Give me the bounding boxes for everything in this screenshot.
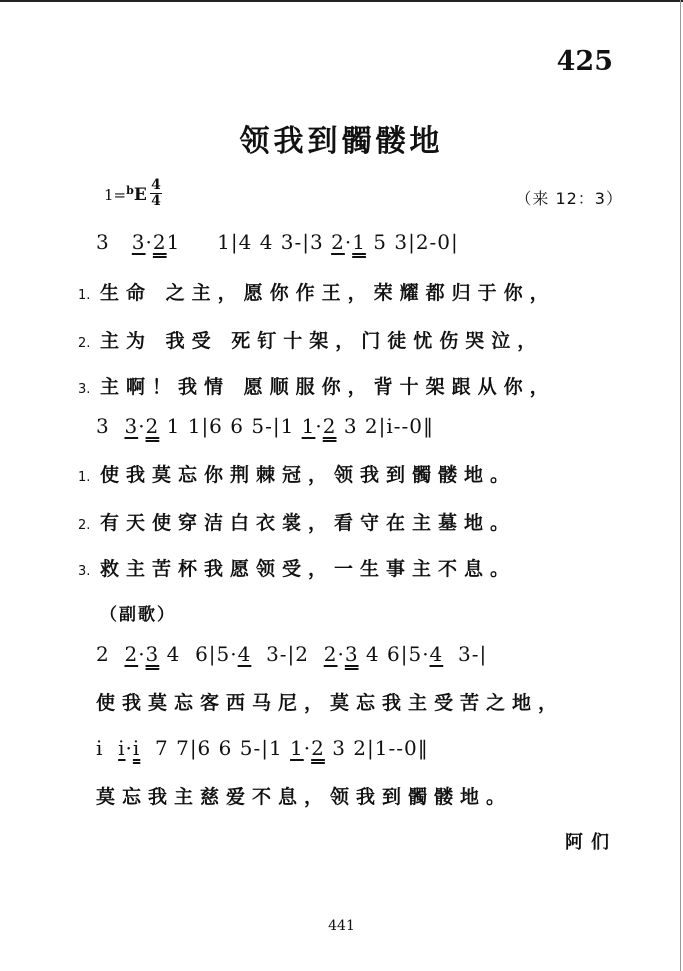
- notation-segment: 7 7|6 6 5-|1: [140, 736, 291, 760]
- verse1-line-2: [78, 326, 543, 353]
- lyric-text: 有天使穿洁白衣裳，看守在主墓地。: [100, 512, 517, 534]
- notation-segment: ·: [315, 414, 323, 438]
- notation-segment: ·: [145, 230, 153, 254]
- notation-segment: 2: [145, 414, 160, 438]
- lyric-text: 救主苦杯我愿领受，一生事主不息。: [100, 558, 517, 580]
- notation-segment: 3: [145, 642, 160, 666]
- notation-segment: 3: [344, 642, 359, 666]
- notation-segment: 1: [352, 230, 366, 254]
- notation-segment: ·: [303, 736, 312, 760]
- notation-line-4: [96, 736, 429, 760]
- key-signature: [104, 184, 147, 205]
- verse2-line-1: [78, 460, 516, 487]
- lyric-text: 生命 之主，愿你作王，荣耀都归于你，: [100, 282, 556, 304]
- notation-segment: 2: [152, 230, 167, 254]
- key-accidental: b: [126, 184, 134, 197]
- notation-segment: 3 2|i--0‖: [336, 414, 435, 438]
- time-signature-bottom: 4: [151, 193, 161, 209]
- notation-line-1: [96, 230, 459, 254]
- notation-segment: 3: [96, 414, 125, 438]
- lyric-text: 主啊！我情 愿顺服你，背十架跟从你，: [100, 376, 556, 398]
- notation-segment: 2: [322, 414, 337, 438]
- notation-segment: 3: [96, 230, 132, 254]
- verse-number: 3.: [78, 382, 91, 397]
- notation-segment: 1: [301, 414, 316, 438]
- notation-segment: 1: [290, 736, 304, 760]
- notation-segment: 2: [331, 230, 345, 254]
- verse2-line-2: [78, 508, 516, 535]
- notation-segment: ·: [125, 736, 133, 760]
- verse-number: 2.: [78, 336, 91, 351]
- key-note: E: [133, 185, 147, 205]
- verse1-line-3: [78, 372, 556, 399]
- notation-segment: i: [118, 736, 126, 760]
- chorus-label: （副歌）: [100, 605, 176, 625]
- notation-segment: 4: [429, 642, 444, 666]
- notation-segment: i: [132, 736, 141, 760]
- notation-segment: ·: [138, 642, 146, 666]
- notation-segment: 4 6|5·: [159, 642, 238, 666]
- key-prefix: 1=: [104, 186, 127, 204]
- notation-segment: 3: [131, 230, 146, 254]
- notation-segment: i: [96, 736, 119, 760]
- notation-segment: 5 3|2-0|: [365, 230, 459, 254]
- scripture-reference: （来 12：3）: [515, 189, 623, 208]
- notation-segment: 4: [237, 642, 252, 666]
- verse1-line-1: [78, 278, 556, 305]
- notation-segment: 3: [124, 414, 139, 438]
- verse2-line-3: [78, 554, 516, 581]
- notation-segment: 1|4 4 3-|3: [195, 230, 332, 254]
- time-signature-top: 4: [151, 177, 161, 193]
- notation-segment: 3 2|1--0‖: [324, 736, 429, 760]
- verse-number: 1.: [78, 288, 91, 303]
- notation-segment: 2: [124, 642, 139, 666]
- notation-segment: 4 6|5·: [358, 642, 430, 666]
- hymn-number: 425: [556, 46, 613, 77]
- notation-segment: 2: [323, 642, 338, 666]
- notation-line-2: [96, 414, 434, 438]
- notation-segment: 2: [96, 642, 125, 666]
- lyric-text: 使我莫忘你荆棘冠，领我到髑髅地。: [100, 464, 517, 486]
- notation-segment: ·: [344, 230, 353, 254]
- hymn-title: 领我到髑髅地: [239, 124, 444, 159]
- notation-segment: 3-|2: [251, 642, 324, 666]
- notation-segment: 1: [166, 230, 196, 254]
- page-number: 441: [328, 918, 355, 934]
- verse-number: 1.: [78, 470, 91, 485]
- notation-segment: ·: [337, 642, 345, 666]
- notation-segment: 1 1|6 6 5-|1: [159, 414, 302, 438]
- amen: 阿们: [565, 832, 617, 853]
- notation-segment: 2: [311, 736, 325, 760]
- notation-segment: ·: [138, 414, 146, 438]
- time-signature: [150, 178, 162, 209]
- lyric-text: 主为 我受 死钉十架，门徒忧伤哭泣，: [100, 330, 544, 352]
- chorus-lyric-1: 使我莫忘客西马尼，莫忘我主受苦之地，: [96, 692, 565, 714]
- notation-segment: 3-|: [443, 642, 488, 666]
- verse-number: 2.: [78, 518, 91, 533]
- top-border: [0, 0, 683, 2]
- verse-number: 3.: [78, 564, 91, 579]
- notation-line-3: [96, 642, 487, 666]
- chorus-lyric-2: 莫忘我主慈爱不息，领我到髑髅地。: [96, 786, 513, 808]
